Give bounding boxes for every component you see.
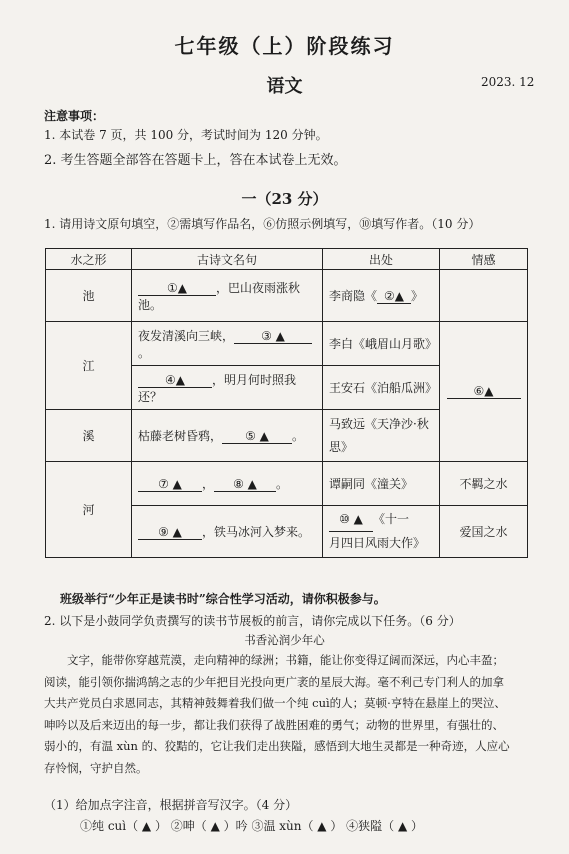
answer-blank: ⑦ ▲ [138, 477, 202, 492]
question-1: 1. 请用诗文原句填空，②需填写作品名，⑥仿照示例填写，⑩填写作者。（10 分） [44, 217, 481, 231]
answer-blank: ⑥▲ [447, 384, 521, 399]
essay-body [44, 650, 534, 779]
water-form: 溪 [46, 410, 132, 462]
water-form: 池 [46, 270, 132, 322]
answer-blank: ①▲ [138, 281, 216, 296]
source: 李白《峨眉山月歌》 [323, 322, 440, 366]
essay-line: 呻吟以及后来迈出的每一步，都让我们获得了战胜困难的勇气；动物的世界里，有强壮的、 [44, 717, 504, 732]
source-text: 月四日风雨大作》 [329, 536, 426, 550]
poem-text: 夜发清溪向三峡， [138, 328, 235, 343]
poem-line [132, 410, 323, 462]
poem-line [132, 270, 323, 322]
notice-heading: 注意事项： [44, 109, 105, 123]
sub-question-1-items: ①纯 cuì（ ▲ ） ②呻（ ▲ ）吟 ③温 xùn（ ▲ ） ④狭隘（ ▲ ） [80, 819, 424, 833]
poem-text: 。 [292, 429, 305, 443]
answer-blank: ⑤ ▲ [222, 429, 292, 444]
source: 王安石《泊船瓜洲》 [323, 366, 440, 410]
essay-title: 书香沁润少年心 [244, 633, 325, 647]
source [323, 506, 440, 558]
essay-line: 文字，能带你穿越荒漠，走向精神的绿洲；书籍，能让你变得辽阔而深远，内心丰盈； [67, 653, 504, 667]
water-form: 河 [46, 462, 132, 558]
source-text: 《十一 [373, 512, 410, 526]
answer-blank: ⑧ ▲ [214, 477, 276, 492]
answer-blank: ⑩ ▲ [329, 508, 373, 532]
header-source: 出处 [323, 249, 440, 270]
essay-line: 大共产党员白求恩同志，其精神鼓舞着我们做一个纯 cuì的人；莫顿·亨特在悬崖上的哭泣、 [44, 696, 506, 710]
poem-text: ，明月何时照我还？ [138, 372, 297, 404]
poem-line [132, 506, 323, 558]
answer-blank: ③ ▲ [234, 329, 312, 344]
source [323, 270, 440, 322]
notice-item-2: 2. 考生答题全部答在答题卡上，答在本试卷上无效。 [44, 153, 347, 168]
sub-question-1: （1）给加点字注音，根据拼音写汉字。（4 分） [44, 798, 298, 812]
exam-title: 七年级（上）阶段练习 [174, 34, 395, 58]
source: 谭嗣同《潼关》 [323, 462, 440, 506]
header-water-form: 水之形 [46, 249, 132, 270]
table-row [46, 270, 528, 322]
section-title: 一（23 分） [241, 190, 328, 208]
poem-line [132, 462, 323, 506]
poem-text: 。 [138, 345, 151, 360]
poem-text: 枯藤老树昏鸦， [138, 429, 223, 443]
poem-text: 。 [276, 477, 289, 491]
poem-text: ，铁马冰河入梦来。 [202, 525, 311, 539]
answer-blank: ②▲ [377, 289, 411, 304]
poem-line [132, 366, 323, 410]
exam-date: 2023. 12 [481, 75, 535, 89]
source-text: 马致远《天净沙·秋 [329, 416, 429, 431]
source-text: 》 [411, 289, 424, 303]
emotion: 爱国之水 [440, 506, 528, 558]
source-text: 思》 [329, 439, 354, 454]
emotion [440, 270, 528, 322]
answer-blank: ④▲ [138, 373, 212, 388]
poem-line [132, 322, 323, 366]
source-text: 李商隐《 [329, 289, 378, 303]
notice-item-1: 1. 本试卷 7 页，共 100 分，考试时间为 120 分钟。 [44, 128, 328, 142]
emotion: 不羁之水 [440, 462, 528, 506]
water-form: 江 [46, 322, 132, 410]
table-row [46, 462, 528, 506]
activity-intro: 班级举行“少年正是读书时”综合性学习活动，请你积极参与。 [60, 592, 386, 606]
poem-table [45, 248, 528, 558]
question-2: 2. 以下是小鼓同学负责撰写的读书节展板的前言，请你完成以下任务。（6 分） [44, 614, 461, 628]
poem-text: ，巴山夜雨涨秋池。 [138, 280, 301, 312]
source [323, 410, 440, 462]
essay-line: 阅读，能引领你揣鸿鹄之志的少年把目光投向更广袤的星辰大海。毫不利己专门利人的加拿 [44, 674, 504, 689]
header-poem-line: 古诗文名句 [132, 249, 323, 270]
emotion [440, 322, 528, 462]
poem-text: ， [202, 477, 215, 491]
header-emotion: 情感 [440, 249, 528, 270]
answer-blank: ⑨ ▲ [138, 525, 202, 540]
essay-line: 弱小的，有温 xùn 的、狡黠的，它让我们走出狭隘，感悟到大地生灵都是一种奇迹，人应心 [44, 739, 510, 753]
table-row [46, 322, 528, 366]
essay-line: 存怜悯，守护自然。 [44, 760, 148, 775]
subject-title: 语文 [266, 76, 303, 97]
